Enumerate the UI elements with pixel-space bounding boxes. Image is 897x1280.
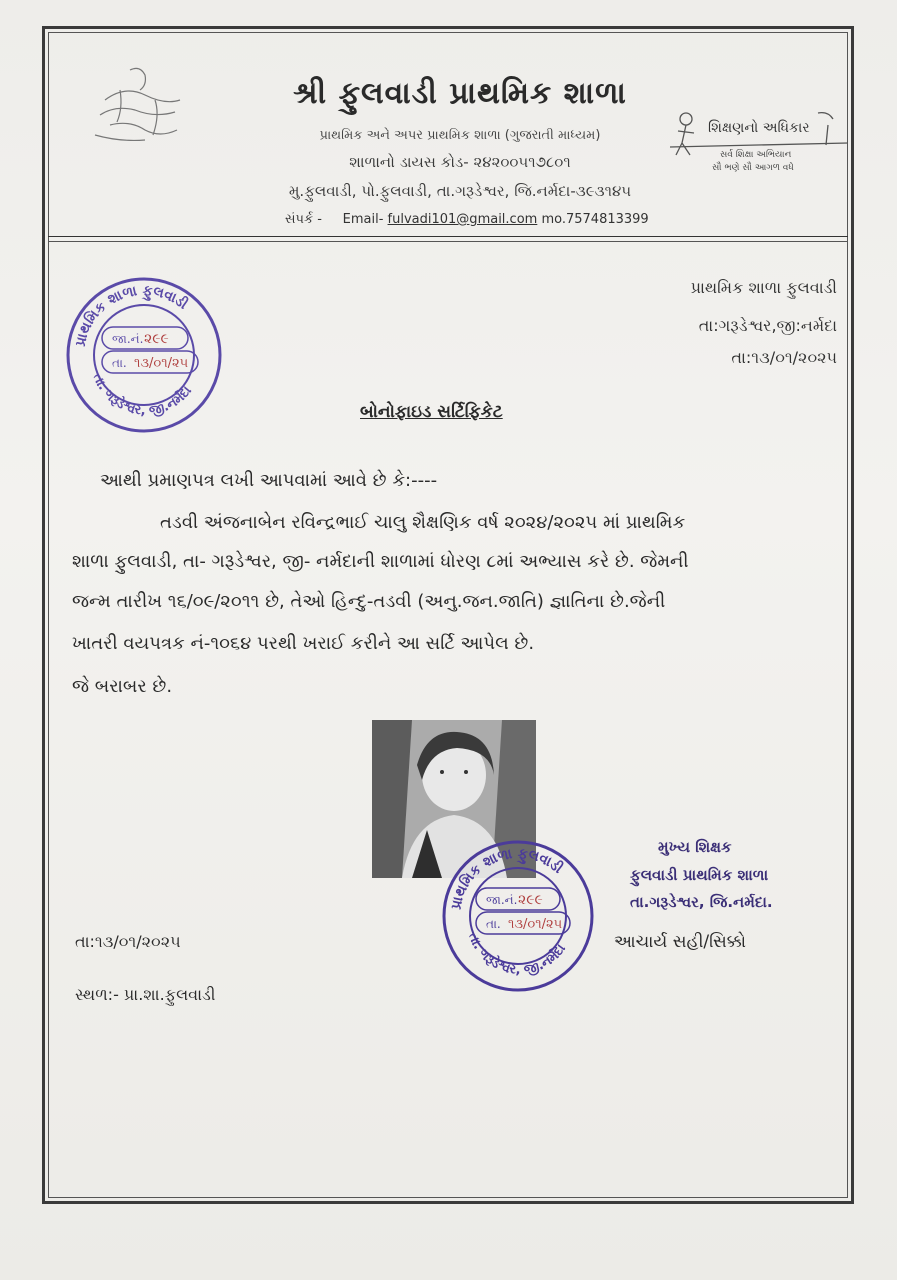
rte-logo-text: શિક્ષણનો અધિકાર xyxy=(708,120,810,136)
mobile-number: mo.7574813399 xyxy=(541,212,649,227)
school-round-stamp-signature xyxy=(440,836,597,996)
stamp2-bottom-text: તા. ગરૂડેશ્વર, જી.નર્મદા xyxy=(464,930,569,978)
rte-tagline-1: સર્વ શિક્ષા અભિયાન xyxy=(720,150,792,160)
headmaster-title: મુખ્ય શિક્ષક xyxy=(658,838,732,856)
stamp-no-label: જા.નં. xyxy=(112,332,144,346)
addressee-school: પ્રાથમિક શાળા ફુલવાડી xyxy=(690,278,837,297)
email-label: Email- xyxy=(342,212,384,227)
stamp-top-text: પ્રાથમિક શાળા ફુલવાડી xyxy=(72,282,191,348)
school-name: શ્રી ફુલવાડી પ્રાથમિક શાળા xyxy=(293,76,627,111)
signature-label: આચાર્ય સહી/સિક્કો xyxy=(614,932,747,952)
certificate-intro: આથી પ્રમાણપત્ર લખી આપવામાં આવે છે કે:---- xyxy=(100,470,438,491)
school-logo-sketch xyxy=(85,60,195,155)
letter-date: તા:૧૩/૦૧/૨૦૨૫ xyxy=(731,348,837,367)
addressee-taluka: તા:ગરૂડેશ્વર,જી:નર્મદા xyxy=(698,316,837,335)
school-round-stamp xyxy=(62,275,227,435)
stamp2-no-label: જા.નં. xyxy=(486,893,518,907)
school-address: મુ.ફુલવાડી, પો.ફુલવાડી, તા.ગરૂડેશ્વર, જિ.નર્મદા-૩૯૩૧૪૫ xyxy=(288,182,632,200)
stamp2-top-text: પ્રાથમિક શાળા ફુલવાડી xyxy=(448,845,566,911)
svg-text:તા. ગરૂડેશ્વર, જી.નર્મદા xyxy=(89,372,194,419)
headmaster-taluka: તા.ગરૂડેશ્વર, જિ.નર્મદા. xyxy=(630,893,773,911)
stamp2-no-value: ૨૯૯ xyxy=(518,892,543,908)
school-subtitle: પ્રાથમિક અને અપર પ્રાથમિક શાળા (ગુજરાતી માધ્યમ) xyxy=(319,128,601,143)
certificate-line: શાળા ફુલવાડી, તા- ગરૂડેશ્વર, જી- નર્મદાની શાળામાં ધોરણ ૮માં અભ્યાસ કરે છે. જેમની xyxy=(72,551,689,572)
rte-tagline-2: સૌ ભણે સૌ આગળ વધે xyxy=(712,163,794,173)
stamp-bottom-text: તા. ગરૂડેશ્વર, જી.નર્મદા xyxy=(89,371,195,419)
headmaster-school: ફુલવાડી પ્રાથમિક શાળા xyxy=(630,866,769,884)
certificate-line: ખાતરી વયપત્રક નં-૧૦૬૪ પરથી ખરાઈ કરીને આ સર્ટિ આપેલ છે. xyxy=(72,633,535,654)
footer-place: સ્થળ:- પ્રા.શા.ફુલવાડી xyxy=(75,985,216,1004)
header-divider xyxy=(48,236,848,237)
certificate-line: જે બરાબર છે. xyxy=(72,676,173,697)
certificate-line: જન્મ તારીખ ૧૬/૦૯/૨૦૧૧ છે, તેઓ હિન્દુ-તડવી (અનુ.જન.જાતિ) જ્ઞાતિના છે.જેની xyxy=(72,591,666,612)
header-divider-secondary xyxy=(48,241,848,242)
stamp-no-value: ૨૯૯ xyxy=(144,331,169,347)
stamp2-date-label: તા. xyxy=(486,917,501,931)
certificate-title: બોનોફાઇડ સર્ટિફિકેટ xyxy=(360,402,503,422)
dise-code: શાળાનો ડાયસ કોડ- ૨૪૨૦૦૫૧૭૮૦૧ xyxy=(349,153,571,171)
stamp-date-label: તા. xyxy=(112,356,127,370)
stamp-date-value: ૧૩/૦૧/૨૫ xyxy=(134,356,189,371)
contact-label: સંપર્ક - xyxy=(285,212,322,227)
contact-line xyxy=(285,212,705,227)
email-link[interactable]: fulvadi101@gmail.com xyxy=(387,212,538,227)
footer-date: તા:૧૩/૦૧/૨૦૨૫ xyxy=(75,932,181,951)
svg-text:તા. ગરૂડેશ્વર, જી.નર્મદા xyxy=(465,931,569,978)
certificate-line: તડવી અંજનાબેન રવિન્દ્રભાઈ ચાલુ શૈક્ષણિક વર્ષ ૨૦૨૪/૨૦૨૫ માં પ્રાથમિક xyxy=(160,512,686,533)
stamp2-date-value: ૧૩/૦૧/૨૫ xyxy=(508,917,563,932)
inner-border xyxy=(48,32,848,1198)
